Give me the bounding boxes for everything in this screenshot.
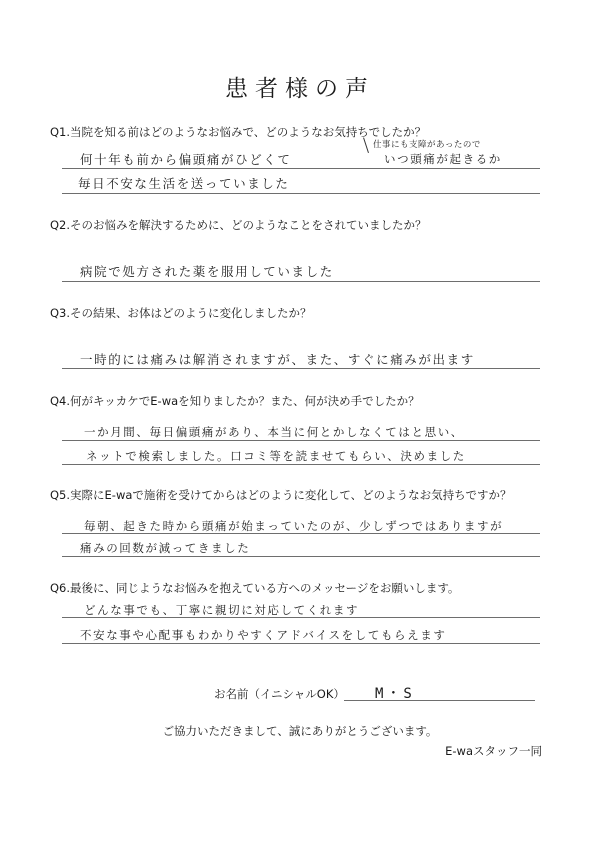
staff-signature: E-waスタッフ一同 bbox=[445, 744, 542, 758]
answer-rule bbox=[62, 533, 540, 534]
name-rule bbox=[344, 700, 535, 701]
question-3-answer-line-1: 一時的には痛みは解消されますが、また、すぐに痛みが出ます bbox=[80, 352, 475, 367]
answer-rule bbox=[62, 168, 540, 169]
answer-rule bbox=[62, 617, 540, 618]
answer-rule bbox=[62, 643, 540, 644]
answer-rule bbox=[62, 281, 540, 282]
question-2-label: Q2.そのお悩みを解決するために、どのようなことをされていましたか？ bbox=[50, 218, 427, 232]
name-label: お名前（イニシャルOK） bbox=[214, 687, 345, 701]
question-4-answer-line-1: 一か月間、毎日偏頭痛があり、本当に何とかしなくてはと思い、 bbox=[84, 425, 464, 439]
answer-rule bbox=[62, 556, 540, 557]
answer-rule bbox=[62, 193, 540, 194]
answer-rule bbox=[62, 464, 540, 465]
question-6-answer-line-1: どんな事でも、丁寧に親切に対応してくれます bbox=[84, 603, 360, 617]
question-1-answer-line-1: 何十年も前から偏頭痛がひどくて bbox=[80, 152, 292, 167]
question-5-label: Q5.実際にE-waで施術を受けてからはどのように変化して、どのようなお気持ちですか？ bbox=[50, 488, 512, 502]
question-4-label: Q4.何がキッカケでE-waを知りましたか？また、何が決め手でしたか？ bbox=[50, 394, 420, 408]
question-4-answer-line-2: ネットで検索しました。口コミ等を読ませてもらい、決めました bbox=[86, 449, 466, 463]
question-1-insert-lower: いつ頭痛が起きるか bbox=[384, 152, 502, 166]
page-title: 患者様の声 bbox=[225, 76, 375, 102]
question-6-answer-line-2: 不安な事や心配事もわかりやすくアドバイスをしてもらえます bbox=[80, 628, 447, 642]
name-value: M・S bbox=[375, 686, 415, 702]
question-6-label: Q6.最後に、同じようなお悩みを抱えている方へのメッセージをお願いします。 bbox=[50, 581, 460, 595]
question-1-label: Q1.当院を知る前はどのようなお悩みで、どのようなお気持ちでしたか？ bbox=[50, 125, 427, 139]
question-5-answer-line-1: 毎朝、起きた時から頭痛が始まっていたのが、少しずつではありますが bbox=[84, 519, 504, 533]
answer-rule bbox=[62, 368, 540, 369]
question-1-insert-upper: 仕事にも支障があったので bbox=[373, 140, 481, 150]
question-2-answer-line-1: 病院で処方された薬を服用していました bbox=[80, 264, 334, 279]
question-3-label: Q3.その結果、お体はどのように変化しましたか？ bbox=[50, 306, 312, 320]
answer-rule bbox=[62, 440, 540, 441]
question-1-answer-line-2: 毎日不安な生活を送っていました bbox=[78, 176, 290, 191]
thanks-message: ご協力いただきまして、誠にありがとうございます。 bbox=[162, 724, 438, 738]
question-5-answer-line-2: 痛みの回数が減ってきました bbox=[80, 541, 251, 555]
